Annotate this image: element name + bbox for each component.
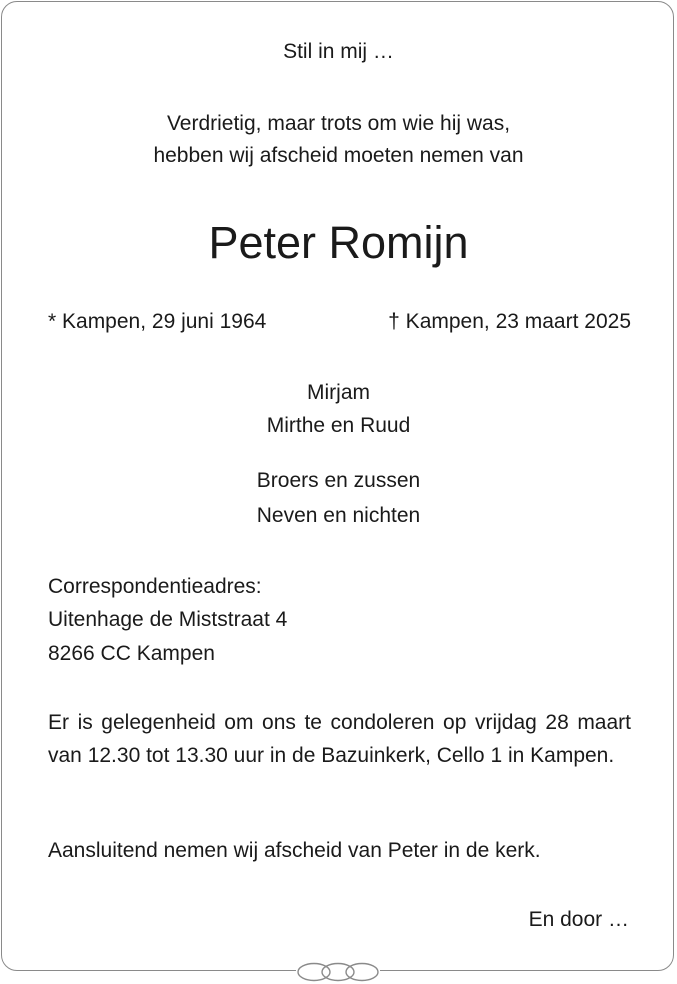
farewell-line: Aansluitend nemen wij afscheid van Peter in de kerk. <box>48 839 541 862</box>
address-label: Correspondentieadres: <box>48 575 262 598</box>
address-city: 8266 CC Kampen <box>48 642 215 665</box>
family-line-4: Neven en nichten <box>256 504 421 527</box>
opening-line: Stil in mij … <box>283 40 394 63</box>
intro-line-2: hebben wij afscheid moeten nemen van <box>153 144 524 167</box>
family-line-1: Mirjam <box>307 381 370 404</box>
address-street: Uitenhage de Miststraat 4 <box>48 608 288 631</box>
chain-ornament-icon <box>296 960 380 984</box>
intro-line-1: Verdrietig, maar trots om wie hij was, <box>166 112 511 135</box>
condolence-paragraph: Er is gelegenheid om ons te condoleren op vrijdag 28 maart van 12.30 tot 13.30 uur in de Bazuinkerk, Cello 1 in Kampen. <box>48 711 631 767</box>
family-line-3: Broers en zussen <box>256 469 421 492</box>
deceased-name: Peter Romijn <box>208 217 469 268</box>
death-date: † Kampen, 23 maart 2025 <box>388 310 631 333</box>
closing-line: En door … <box>528 908 629 931</box>
birth-date: * Kampen, 29 juni 1964 <box>48 310 267 333</box>
family-line-2: Mirthe en Ruud <box>266 414 411 437</box>
